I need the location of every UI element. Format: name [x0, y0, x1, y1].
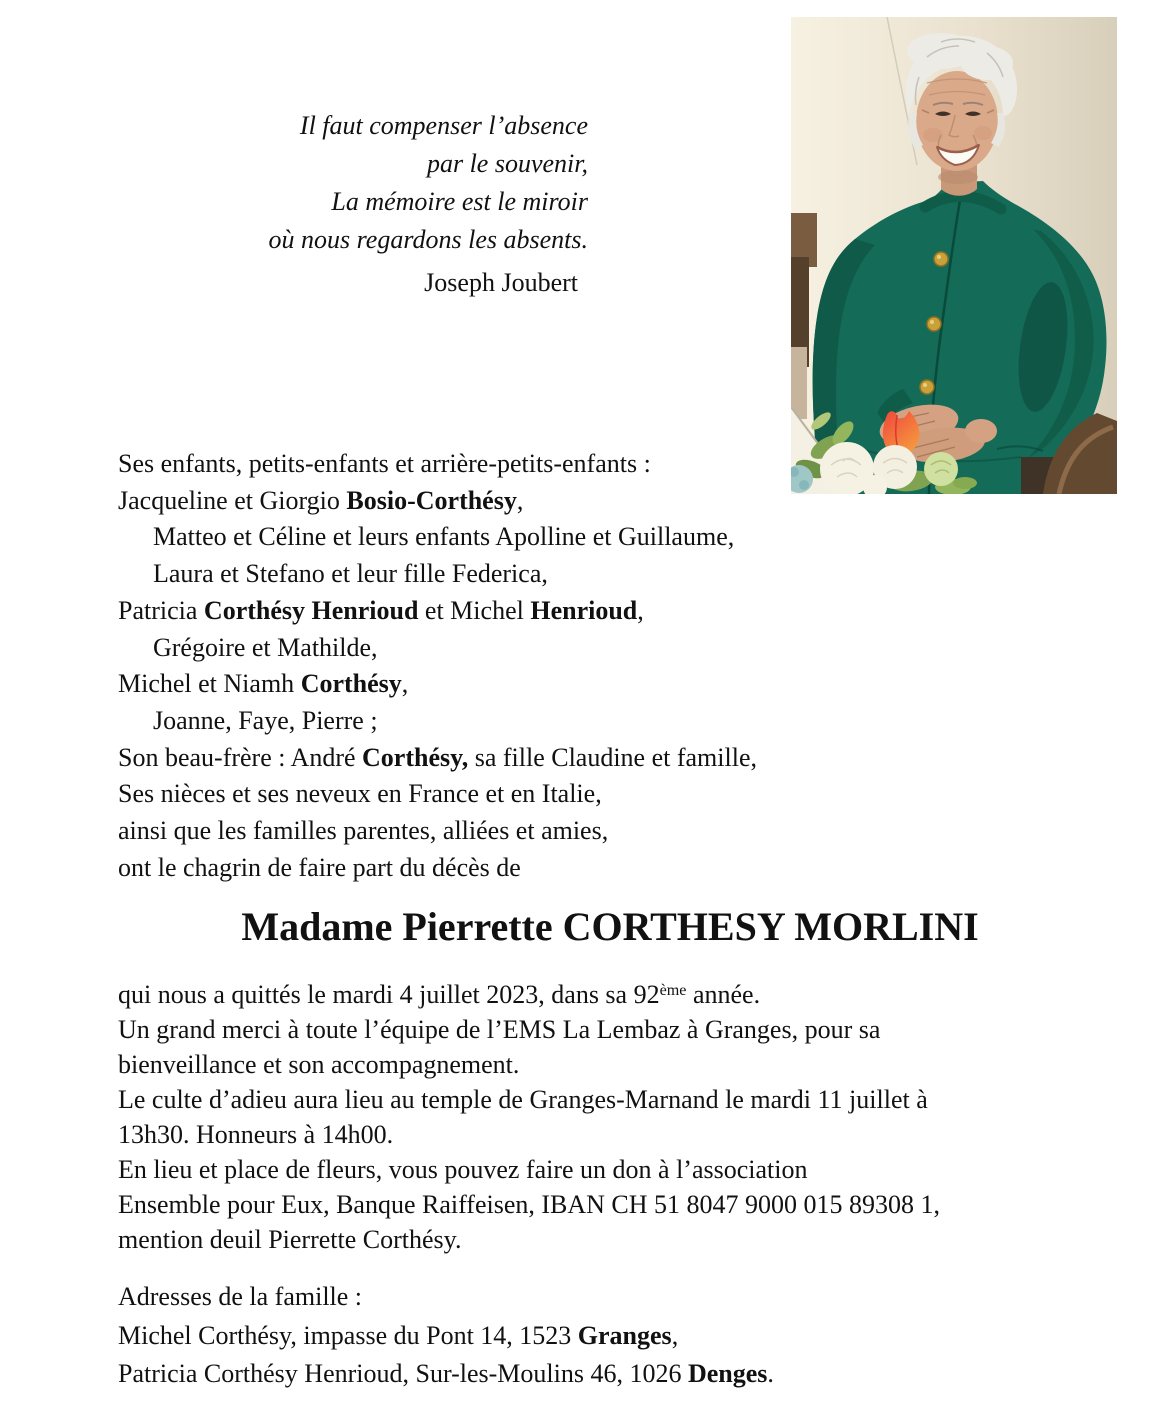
- epigraph-quote: [218, 107, 588, 302]
- text-line: [118, 1012, 1078, 1047]
- text-line: [118, 1082, 1078, 1117]
- portrait-photo-art: [791, 17, 1117, 494]
- text-line: [118, 1278, 1018, 1317]
- text-segment: Joanne, Faye, Pierre ;: [153, 705, 378, 735]
- bold-text-segment: Granges: [577, 1320, 672, 1350]
- quote-line: où nous regardons les absents.: [268, 225, 588, 254]
- text-segment: Patricia: [118, 595, 204, 625]
- text-segment: Ses enfants, petits-enfants et arrière-petits-enfants :: [118, 449, 651, 478]
- text-line: [118, 666, 818, 703]
- quote-line: Il faut compenser l’absence: [299, 111, 588, 140]
- bold-text-segment: Corthésy Henrioud: [203, 595, 419, 625]
- text-segment: Le culte d’adieu aura lieu au temple de Granges-Marnand le mardi 11 juillet à: [118, 1085, 928, 1114]
- text-segment: Michel Corthésy, impasse du Pont 14, 1523: [118, 1320, 578, 1350]
- deceased-name-title: Madame Pierrette CORTHESY MORLINI: [241, 904, 979, 949]
- text-segment: sa fille Claudine et famille,: [468, 742, 757, 772]
- text-segment: ont le chagrin de faire part du décès de: [118, 852, 521, 882]
- text-segment: bienveillance et son accompagnement.: [118, 1050, 520, 1079]
- text-line: [118, 446, 818, 483]
- text-segment: ainsi que les familles parentes, alliées et amies,: [118, 816, 609, 846]
- bold-text-segment: Denges: [687, 1359, 768, 1388]
- text-line: [118, 977, 1078, 1012]
- bold-text-segment: Corthésy: [300, 669, 402, 699]
- text-segment: ,: [637, 595, 644, 625]
- text-segment: .: [767, 1359, 774, 1388]
- text-segment: ,: [401, 669, 409, 699]
- text-line: [118, 1187, 1078, 1222]
- text-segment: et Michel: [418, 595, 531, 625]
- text-segment: En lieu et place de fleurs, vous pouvez faire un don à l’association: [118, 1155, 808, 1184]
- text-line: [118, 1355, 1018, 1394]
- text-segment: Son beau-frère : André: [118, 742, 363, 772]
- text-line: [118, 703, 818, 740]
- text-line: [118, 776, 818, 813]
- bold-text-segment: Henrioud: [530, 595, 638, 625]
- text-segment: Adresses de la famille :: [118, 1282, 363, 1311]
- text-segment: Patricia Corthésy Henrioud, Sur-les-Moulins 46, 1026: [118, 1359, 688, 1388]
- text-segment: Laura et Stefano et leur fille Federica,: [153, 559, 548, 589]
- text-segment: Un grand merci à toute l’équipe de l’EMS La Lembaz à Granges, pour sa: [118, 1015, 881, 1044]
- family-list: [118, 446, 818, 886]
- family-addresses: [118, 1278, 1018, 1394]
- text-line: [118, 1222, 1078, 1257]
- quote-attribution: Joseph Joubert: [424, 268, 578, 297]
- text-segment: ,: [671, 1320, 679, 1350]
- bold-text-segment: Corthésy,: [362, 742, 469, 772]
- text-segment: qui nous a quittés le mardi 4 juillet 2023, dans sa 92: [118, 980, 660, 1009]
- text-line: [118, 850, 818, 887]
- text-segment: Ses nièces et ses neveux en France et en Italie,: [118, 779, 602, 809]
- text-segment: Michel et Niamh: [118, 669, 301, 699]
- quote-line: par le souvenir,: [426, 149, 588, 178]
- text-line: [118, 1152, 1078, 1187]
- text-line: [118, 1317, 1018, 1356]
- bold-text-segment: Bosio-Corthésy: [346, 485, 517, 515]
- portrait-photo: [791, 17, 1117, 494]
- announcement-details: [118, 977, 1078, 1257]
- text-line: [118, 630, 818, 667]
- text-segment: Grégoire et Mathilde,: [153, 632, 378, 662]
- text-line: [118, 813, 818, 850]
- text-line: [118, 483, 818, 520]
- text-segment: 13h30. Honneurs à 14h00.: [118, 1120, 394, 1149]
- text-line: [118, 740, 818, 777]
- text-line: [118, 1047, 1078, 1082]
- text-segment: Jacqueline et Giorgio: [118, 485, 347, 515]
- text-segment: ,: [516, 485, 524, 515]
- text-segment: ème: [659, 982, 687, 1000]
- text-line: [118, 556, 818, 593]
- text-line: [118, 1117, 1078, 1152]
- text-segment: Matteo et Céline et leurs enfants Apolline et Guillaume,: [153, 522, 735, 552]
- text-segment: mention deuil Pierrette Corthésy.: [118, 1225, 462, 1254]
- text-segment: année.: [686, 980, 761, 1009]
- text-segment: Ensemble pour Eux, Banque Raiffeisen, IBAN CH 51 8047 9000 015 89308 1,: [118, 1190, 941, 1219]
- text-line: [118, 519, 818, 556]
- text-line: [118, 593, 818, 630]
- quote-line: La mémoire est le miroir: [331, 187, 588, 216]
